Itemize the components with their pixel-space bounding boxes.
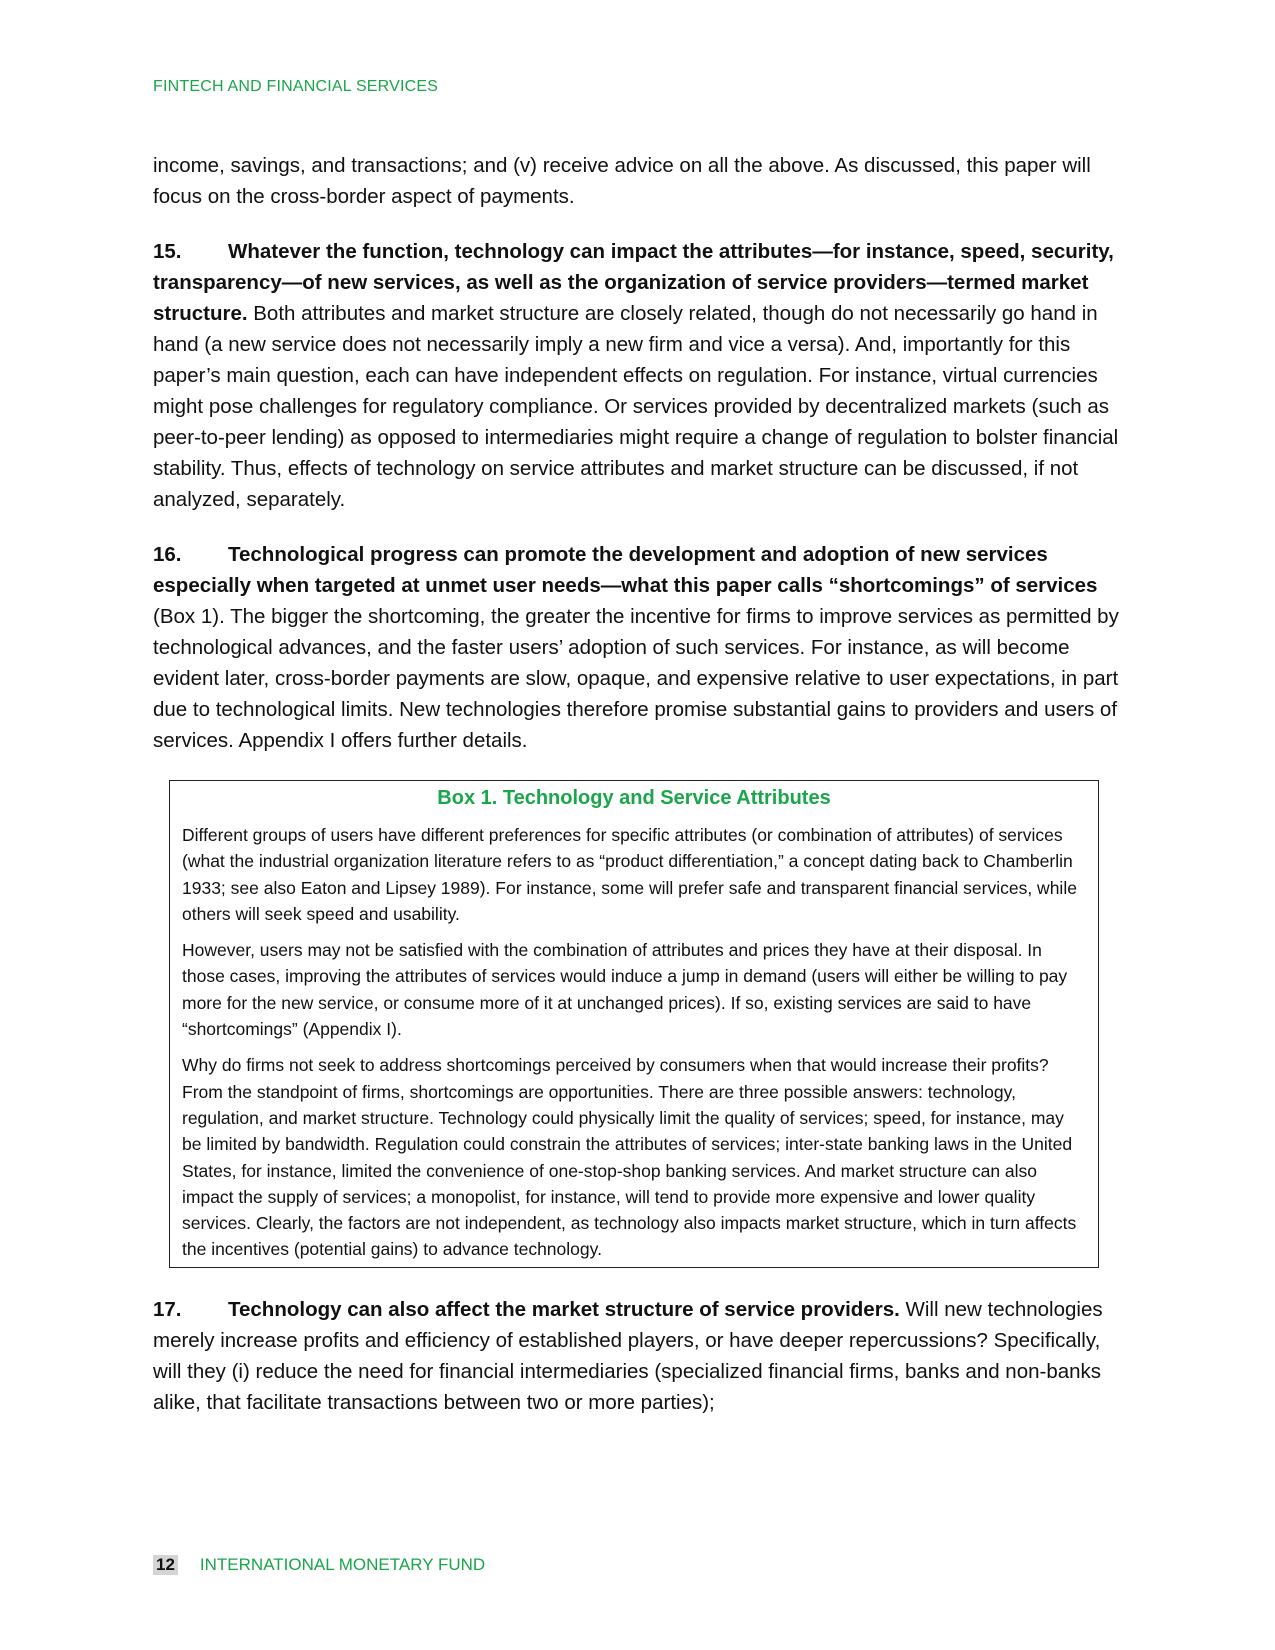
footer-org: INTERNATIONAL MONETARY FUND [199, 1555, 486, 1574]
paragraph-number: 17. [153, 1297, 182, 1321]
paragraph-16 [153, 539, 1123, 756]
box-paragraph: However, users may not be satisfied with the combination of attributes and prices they have at their disposal. In those cases, improving the attributes of services would induce a jump in demand (users will either be willing to pay more for the new service, or consume more of it at unchanged prices). If so, existing services are said to have “shortcomings” (Appendix I). [182, 940, 1068, 1040]
box-paragraph: Different groups of users have different preferences for specific attributes (or combination of attributes) of services (what the industrial organization literature refers to as “product differentiation,” a concept dating back to Chamberlin 1933; see also Eaton and Lipsey 1989). For instance, some will prefer safe and transparent financial services, while others will seek speed and usability. [182, 825, 1077, 924]
running-header: FINTECH AND FINANCIAL SERVICES [153, 78, 439, 95]
box-title: Box 1. Technology and Service Attributes [437, 787, 831, 809]
paragraph-continued [153, 150, 1123, 212]
paragraph-15 [153, 236, 1123, 515]
page-number: 12 [153, 1555, 178, 1575]
paragraph-17 [153, 1294, 1123, 1418]
box-paragraph: Why do firms not seek to address shortcomings perceived by consumers when that would increase their profits? From the standpoint of firms, shortcomings are opportunities. There are three possible answers: technology, regulation, and market structure. Technology could physically limit the quality of services; speed, for instance, may be limited by bandwidth. Regulation could constrain the attributes of services; inter-state banking laws in the United States, for instance, limited the convenience of one-stop-shop banking services. And market structure can also impact the supply of services; a monopolist, for instance, will tend to provide more expensive and lower quality services. Clearly, the factors are not independent, as technology also impacts market structure, which in turn affects the incentives (potential gains) to advance technology. [182, 1055, 1077, 1260]
paragraph-lead: Whatever the function, technology can impact the attributes—for instance, speed, security, transparency—of new services, as well as the organization of service providers—termed market structure. [153, 240, 1114, 325]
box-1 [169, 780, 1099, 1268]
paragraph-text: (Box 1). The bigger the shortcoming, the greater the incentive for firms to improve services as permitted by technological advances, and the faster users’ adoption of such services. For instance, as will become evident later, cross-border payments are slow, opaque, and expensive relative to user expectations, in part due to technological limits. New technologies therefore promise substantial gains to providers and users of services. Appendix I offers further details. [153, 605, 1119, 752]
paragraph-text: income, savings, and transactions; and (v) receive advice on all the above. As discussed, this paper will focus on the cross-border aspect of payments. [153, 154, 1091, 208]
page-body [153, 150, 1123, 1442]
paragraph-lead: Technology can also affect the market structure of service providers. [228, 1297, 900, 1321]
paragraph-text: Both attributes and market structure are closely related, though do not necessarily go hand in hand (a new service does not necessarily imply a new firm and vice a versa). And, importantly for this paper’s main question, each can have independent effects on regulation. For instance, virtual currencies might pose challenges for regulatory compliance. Or services provided by decentralized markets (such as peer-to-peer lending) as opposed to intermediaries might require a change of regulation to bolster financial stability. Thus, effects of technology on service attributes and market structure can be discussed, if not analyzed, separately. [153, 302, 1119, 511]
page-footer [153, 1555, 485, 1575]
paragraph-number: 15. [153, 240, 182, 263]
paragraph-text: Will new technologies merely increase profits and efficiency of established players, or have deeper repercussions? Specifically, will they (i) reduce the need for financial intermediaries (specialized financial firms, banks and non-banks alike, that facilitate transactions between two or more parties); [153, 1297, 1103, 1414]
paragraph-lead: Technological progress can promote the development and adoption of new services especially when targeted at unmet user needs—what this paper calls “shortcomings” of services [153, 543, 1098, 597]
paragraph-number: 16. [153, 543, 182, 566]
